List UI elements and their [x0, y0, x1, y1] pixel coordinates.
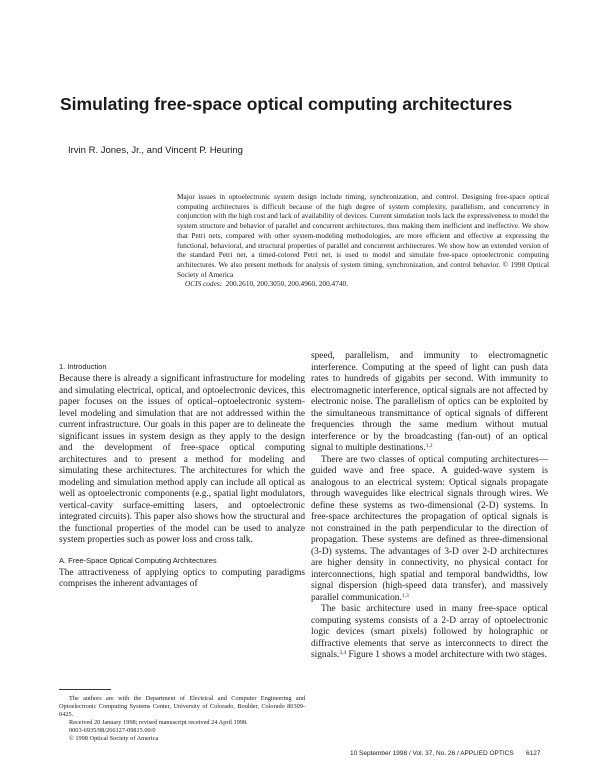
abstract-text: Major issues in optoelectronic system design include timing, synchronization, and control. Designing free-space optical computing architectures is difficult because of the high degree of system complexity, parallelism, and concurrency in conjunction with the high cost and lack of availability of devices. Current simulation tools lack the expressiveness to model the system structure and behavior of parallel and concurrent architectures, thus making them inefficient and ineffective. We show that Petri nets, compared with other system-modeling methodologies, are more efficient and effective at expressing the functional, behavioral, and structural properties of parallel and concurrent architectures. We show how an extended version of the standard Petri net, a timed-colored Petri net, is used to model and simulate free-space optoelectronic computing architectures. We also present methods for analysis of system timing, synchronization, and control behavior. © 1998 Optical Society of America — [177, 192, 549, 279]
subsection-paragraph: The attractiveness of applying optics to computing paradigms comprises the inherent advantages of — [59, 567, 305, 589]
ocis-label: OCIS codes: — [185, 279, 223, 289]
subsection-heading-free-space: A. Free-Space Optical Computing Architectures — [59, 555, 217, 565]
footnote-divider — [59, 689, 111, 690]
abstract — [177, 192, 549, 289]
footnote — [59, 695, 305, 744]
citation-ref: 1,2 — [425, 443, 433, 449]
citation-ref: 3,4 — [339, 650, 347, 656]
journal-footer: 10 September 1998 / Vol. 37, No. 26 / APPLIED OPTICS — [350, 750, 514, 757]
footnote-affiliation: The authors are with the Department of Electrical and Computer Engineering and Optoelectronic Computing Systems Center, University of Colorado, Boulder, Colorado 80309-0425. — [59, 695, 305, 719]
left-column — [59, 362, 305, 591]
page-number: 6127 — [526, 750, 541, 757]
paper-title: Simulating free-space optical computing architectures — [60, 94, 513, 114]
author-list: Irvin R. Jones, Jr., and Vincent P. Heuring — [68, 145, 243, 156]
footnote-copyright: © 1998 Optical Society of America — [69, 735, 159, 743]
section-heading-introduction: 1. Introduction — [59, 362, 107, 371]
footnote-code: 0003-6935/98/266127-09815.00/0 — [69, 727, 156, 735]
footnote-received: Received 20 January 1998; revised manuscript received 24 April 1998. — [69, 719, 248, 727]
paragraph-text: Figure 1 shows a model architecture with two stages. — [346, 650, 548, 660]
paragraph-text: There are two classes of optical computing architectures—guided wave and free space. A guided-wave system is analogous to an electrical system: Optical signals propagate through waveguides like electrical signals through wires. We define these systems as two-dimensional (2-D) systems. In free-space architectures the propagation of optical signals is not constrained in the path perpendicular to the direction of propagation. These systems are defined as three-dimensional (3-D) systems. The advantages of 3-D over 2-D architectures are higher density in connectivity, no physical contact for interconnections, high spatial and temporal bandwidths, low signal dispersion (high-speed data transfer), and massively parallel communication. — [311, 454, 548, 603]
body-paragraph-speed — [311, 351, 548, 455]
introduction-paragraph: Because there is already a significant infrastructure for modeling and simulating electrical, optical, and optoelectronic devices, this paper focuses on the issues of optical–optoelectronic system-level modeling and simulation that are not addressed within the current infrastructure. Our goals in this paper are to delineate the significant issues in system design as they apply to the design and the development of free-space optical computing architectures and to present a method for modeling and simulating these architectures. The architectures for which the modeling and simulation method apply can include all optical as well as optoelectronic components (e.g., spatial light modulators, vertical-cavity surface-emitting lasers, and optoelectronic integrated circuits). This paper also shows how the structural and the functional properties of the model can be used to analyze system properties such as power loss and cross talk. — [59, 374, 305, 545]
citation-ref: 1,3 — [401, 592, 409, 599]
paragraph-text: speed, parallelism, and immunity to electromagnetic interference. Computing at the speed of light can push data rates to hundreds of gigabits per second. With immunity to electromagnetic interference, optical signals are not affected by electronic noise. The parallelism of optics can be exploited by the simultaneous transmittance of optical signals of different frequencies through the same medium without mutual interference or by the broadcasting (fan-out) of an optical signal to multiple destinations. — [311, 351, 548, 453]
ocis-codes — [177, 279, 549, 289]
paragraph-text: The basic architecture used in many free-space optical computing systems consists of a 2-D array of optoelectronic logic devices (smart pixels) followed by holographic or diffractive elements that serve as interconnects to direct the signals. — [311, 604, 548, 660]
body-paragraph-basic-architecture — [311, 604, 548, 662]
ocis-values: 200.2610, 200.3050, 200.4960, 200.4740. — [225, 279, 348, 289]
right-column — [311, 351, 548, 662]
body-paragraph-classes — [311, 455, 548, 605]
